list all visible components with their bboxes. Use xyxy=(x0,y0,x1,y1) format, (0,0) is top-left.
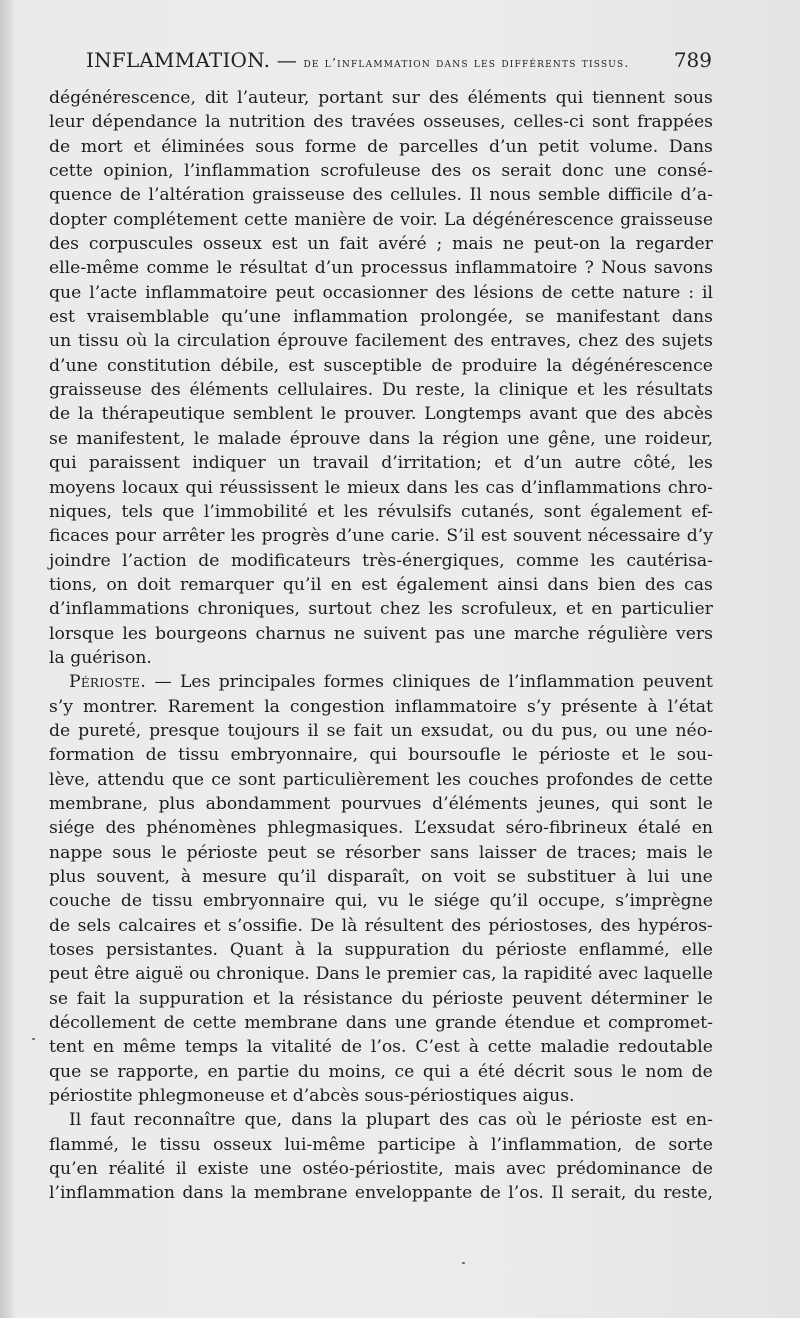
section-heading: Périoste. xyxy=(69,672,147,693)
text-line: un tissu où la circulation éprouve facilement des entraves, chez des sujets xyxy=(49,331,713,352)
page-header xyxy=(62,44,712,78)
text-line: peut être aiguë ou chronique. Dans le premier cas, la rapidité avec laquelle xyxy=(49,964,713,985)
text-line: Périoste. — Les principales formes cliniques de l’inflammation peuvent xyxy=(49,670,713,694)
text-line: se manifestent, le malade éprouve dans la région une gêne, une roideur, xyxy=(49,428,713,449)
running-head-title: INFLAMMATION. xyxy=(86,48,271,72)
text-line: flammé, le tissu osseux lui-même participe à l’inflammation, de sorte xyxy=(49,1134,713,1155)
text-line: lorsque les bourgeons charnus ne suivent pas une marche régulière vers xyxy=(49,623,713,644)
text-line: tions, on doit remarquer qu’il en est également ainsi dans bien des cas xyxy=(49,574,713,595)
text-line: de pureté, presque toujours il se fait un exsudat, ou du pus, ou une néo- xyxy=(49,720,713,741)
text-line: membrane, plus abondamment pourvues d’éléments jeunes, qui sont le xyxy=(49,793,713,814)
text-line: décollement de cette membrane dans une grande étendue et compromet- xyxy=(49,1013,713,1034)
text-line: quence de l’altération graisseuse des cellules. Il nous semble difficile d’a- xyxy=(49,185,713,206)
text-line: couche de tissu embryonnaire qui, vu le siége qu’il occupe, s’imprègne xyxy=(49,891,713,912)
text-line: que se rapporte, en partie du moins, ce qui a été décrit sous le nom de xyxy=(49,1061,713,1082)
text-line: la guérison. xyxy=(49,647,152,668)
text-line: périostite phlegmoneuse et d’abcès sous-périostiques aigus. xyxy=(49,1086,575,1107)
section-dash: — xyxy=(154,672,172,693)
text-line: elle-même comme le résultat d’un processus inflammatoire ? Nous savons xyxy=(49,258,713,279)
text-line: qu’en réalité il existe une ostéo-périostite, mais avec prédominance de xyxy=(49,1159,713,1180)
text-line: tent en même temps la vitalité de l’os. C’est à cette maladie redoutable xyxy=(49,1037,713,1058)
text-line: l’inflammation dans la membrane enveloppante de l’os. Il serait, du reste, xyxy=(49,1183,713,1204)
running-head xyxy=(86,48,630,72)
text-line: lève, attendu que ce sont particulièrement les couches profondes de cette xyxy=(49,769,713,790)
text-line: leur dépendance la nutrition des travées osseuses, celles-ci sont frappées xyxy=(49,112,713,133)
page-number: 789 xyxy=(673,48,712,72)
text-line: moyens locaux qui réussissent le mieux dans les cas d’inflammations chro- xyxy=(49,477,713,498)
text-line: dopter complétement cette manière de voir. La dégénérescence graisseuse xyxy=(49,209,713,230)
print-speck xyxy=(32,1038,35,1040)
text-line: siége des phénomènes phlegmasiques. L’exsudat séro-fibrineux étalé en xyxy=(49,818,713,839)
text-line: cette opinion, l’inflammation scrofuleuse des os serait donc une consé- xyxy=(49,161,713,182)
text-line: ficaces pour arrêter les progrès d’une carie. S’il est souvent nécessaire d’y xyxy=(49,526,713,547)
print-speck xyxy=(462,1262,465,1264)
running-head-subtitle: de l’inflammation dans les différents tissus. xyxy=(303,55,630,70)
text-line: toses persistantes. Quant à la suppuration du périoste enflammé, elle xyxy=(49,940,713,961)
text-line: que l’acte inflammatoire peut occasionner des lésions de cette nature : il xyxy=(49,282,713,303)
binding-shadow xyxy=(0,0,14,1318)
text-line: joindre l’action de modificateurs très-énergiques, comme les cautérisa- xyxy=(49,550,713,571)
text-line: nappe sous le périoste peut se résorber sans laisser de traces; mais le xyxy=(49,842,713,863)
text-line: de la thérapeutique semblent le prouver. Longtemps avant que des abcès xyxy=(49,404,713,425)
text-line: d’une constitution débile, est susceptible de produire la dégénérescence xyxy=(49,355,713,376)
text-line: d’inflammations chroniques, surtout chez les scrofuleux, et en particulier xyxy=(49,599,713,620)
text-line: est vraisemblable qu’une inflammation prolongée, se manifestant dans xyxy=(49,307,713,328)
text-line: niques, tels que l’immobilité et les révulsifs cutanés, sont également ef- xyxy=(49,501,713,522)
text-line: des corpuscules osseux est un fait avéré ; mais ne peut-on la regarder xyxy=(49,234,713,255)
text-line: s’y montrer. Rarement la congestion inflammatoire s’y présente à l’état xyxy=(49,696,713,717)
text-line: de mort et éliminées sous forme de parcelles d’un petit volume. Dans xyxy=(49,136,713,157)
text-line: graisseuse des éléments cellulaires. Du reste, la clinique et les résultats xyxy=(49,380,713,401)
text-line: se fait la suppuration et la résistance du périoste peuvent déterminer le xyxy=(49,988,713,1009)
text-line: dégénérescence, dit l’auteur, portant sur des éléments qui tiennent sous xyxy=(49,88,713,108)
body-text xyxy=(49,86,713,1206)
text-line: qui paraissent indiquer un travail d’irritation; et d’un autre côté, les xyxy=(49,453,713,474)
text-line: Il faut reconnaître que, dans la plupart des cas où le périoste est en- xyxy=(69,1110,713,1131)
text-line: plus souvent, à mesure qu’il disparaît, on voit se substituer à lui une xyxy=(49,867,713,887)
running-head-dash: — xyxy=(276,48,297,72)
text-line: formation de tissu embryonnaire, qui boursoufle le périoste et le sou- xyxy=(49,745,713,766)
text-line: de sels calcaires et s’ossifie. De là résultent des périostoses, des hypéros- xyxy=(49,915,713,936)
